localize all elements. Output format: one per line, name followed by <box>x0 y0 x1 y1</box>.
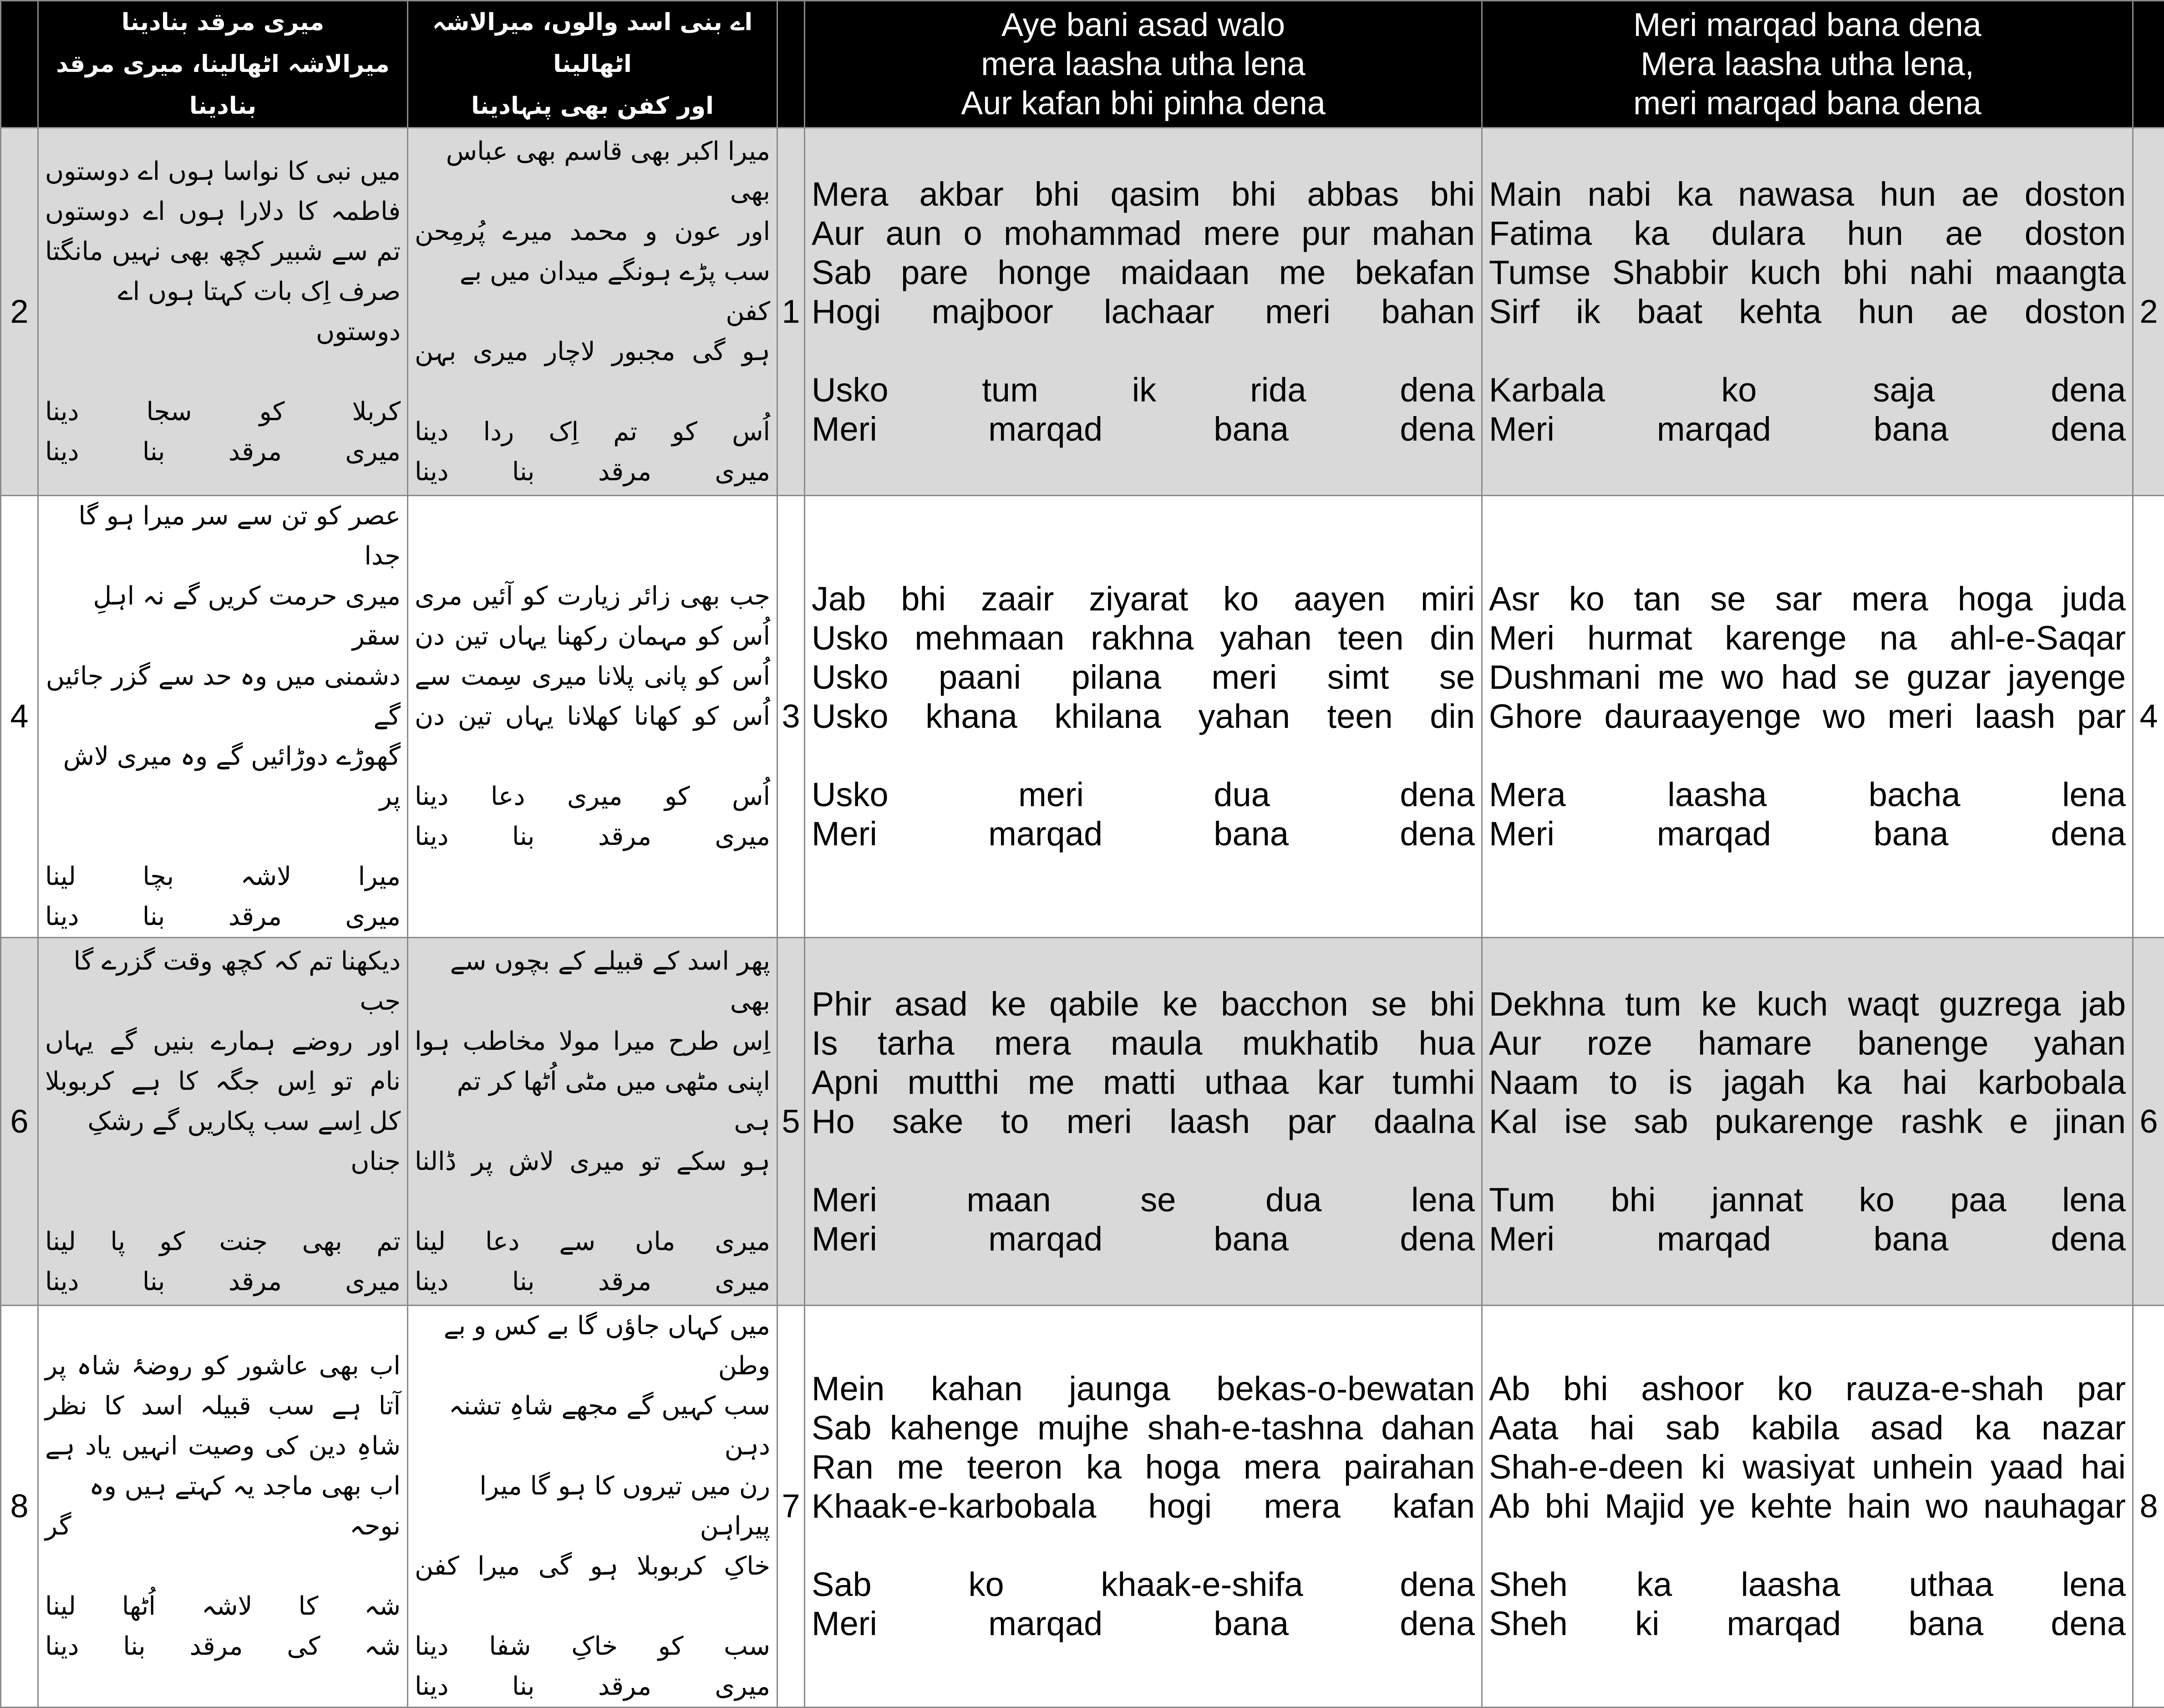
urdu-verse-first <box>408 496 777 938</box>
roman-verse-first <box>805 1306 1482 1708</box>
stanza-gap <box>45 352 401 392</box>
verse-line: Sab kahenge mujhe shah-e-tashna dahan <box>812 1408 1475 1448</box>
verse-line: Sirf ik baat kehta hun ae doston <box>1489 292 2126 331</box>
refrain-line: Meri marqad bana dena <box>1489 1220 2126 1259</box>
refrain-line: شہ کی مرقد بنا دینا <box>45 1627 401 1667</box>
refrain-line: Tum bhi jannat ko paa lena <box>1489 1180 2126 1220</box>
verse-line: صرف اِک بات کہتا ہوں اے دوستوں <box>45 272 401 352</box>
stanza-row <box>1 1306 2164 1708</box>
stanza-number-mid: 5 <box>777 938 805 1306</box>
refrain-line: اُس کو تم اِک ردا دینا <box>415 412 770 452</box>
verse-line: Sab pare honge maidaan me bekafan <box>812 253 1475 292</box>
refrain-line: Sheh ka laasha uthaa lena <box>1489 1565 2126 1604</box>
verse-line: Khaak-e-karbobala hogi mera kafan <box>812 1487 1475 1526</box>
verse-line: Jab bhi zaair ziyarat ko aayen miri <box>812 580 1475 619</box>
header-left-number-cell <box>1 1 38 128</box>
verse-line: Phir asad ke qabile ke bacchon se bhi <box>812 985 1475 1024</box>
refrain-line: Sab ko khaak-e-shifa dena <box>812 1565 1475 1604</box>
verse-line: اُس کو مہمان رکھنا یہاں تین دن <box>415 616 770 656</box>
verse-line: ہو سکے تو میری لاش پر ڈالنا <box>415 1142 770 1182</box>
verse-line: Dushmani me wo had se guzar jayenge <box>1489 658 2126 697</box>
stanza-number-right: 4 <box>2133 496 2164 938</box>
verse-line: Dekhna tum ke kuch waqt guzrega jab <box>1489 985 2126 1024</box>
verse-line: ہو گی مجبور لاچار میری بہن <box>415 332 770 372</box>
verse-line: عصر کو تن سے سر میرا ہو گا جدا <box>45 496 401 576</box>
verse-line: اب بھی عاشور کو روضۂ شاہ پر <box>45 1346 401 1386</box>
stanza-gap <box>415 1586 770 1627</box>
refrain-line: سب کو خاکِ شفا دینا <box>415 1627 770 1667</box>
verse-line: Apni mutthi me matti uthaa kar tumhi <box>812 1063 1475 1102</box>
verse-line: اِس طرح میرا مولا مخاطب ہوا <box>415 1022 770 1062</box>
verse-line: پھر اسد کے قبیلے کے بچوں سے بھی <box>415 941 770 1022</box>
urdu-verse-second <box>38 938 408 1306</box>
header-line: میری مرقد بنادینا <box>39 1 407 43</box>
stanza-number-right: 6 <box>2133 938 2164 1306</box>
stanza-gap <box>415 1182 770 1222</box>
verse-line: کل اِسے سب پکاریں گے رشکِ جناں <box>45 1102 401 1182</box>
urdu-verse-second <box>38 1306 408 1708</box>
refrain-line: Meri marqad bana dena <box>812 410 1475 449</box>
stanza-gap <box>1489 1141 2126 1180</box>
refrain-line: Usko meri dua dena <box>812 775 1475 814</box>
stanza-number-right: 2 <box>2133 128 2164 496</box>
verse-line: اپنی مٹھی میں مٹی اُٹھا کر تم ہی <box>415 1062 770 1142</box>
verse-line: خاکِ کربوبلا ہو گی میرا کفن <box>415 1546 770 1586</box>
header-line: میرالاشہ اٹھالینا، میری مرقد بنادینا <box>39 43 407 127</box>
stanza-body <box>1 128 2164 1708</box>
refrain-line: میری مرقد بنا دینا <box>415 452 770 492</box>
stanza-number-left: 2 <box>1 128 38 496</box>
verse-line: Usko mehmaan rakhna yahan teen din <box>812 619 1475 658</box>
header-urdu-refrain <box>38 1 408 128</box>
verse-line: Is tarha mera maula mukhatib hua <box>812 1024 1475 1063</box>
stanza-gap <box>1489 1526 2126 1565</box>
header-line: Aye bani asad walo <box>805 5 1481 45</box>
verse-line: فاطمہ کا دلارا ہوں اے دوستوں <box>45 192 401 232</box>
stanza-gap <box>812 1526 1475 1565</box>
verse-line: گھوڑے دوڑائیں گے وہ میری لاش پر <box>45 737 401 817</box>
stanza-gap <box>812 736 1475 775</box>
verse-line: Aata hai sab kabila asad ka nazar <box>1489 1408 2126 1448</box>
verse-line: Asr ko tan se sar mera hoga juda <box>1489 580 2126 619</box>
stanza-number-mid: 1 <box>777 128 805 496</box>
verse-line: دیکھنا تم کہ کچھ وقت گزرے گا جب <box>45 941 401 1022</box>
verse-line: Aur roze hamare banenge yahan <box>1489 1024 2126 1063</box>
refrain-line: شہ کا لاشہ اُٹھا لینا <box>45 1586 401 1627</box>
stanza-gap <box>1489 331 2126 371</box>
stanza-row <box>1 496 2164 938</box>
stanza-number-left: 6 <box>1 938 38 1306</box>
verse-line: جب بھی زائر زیارت کو آئیں مری <box>415 576 770 616</box>
roman-verse-first <box>805 128 1482 496</box>
header-line: Meri marqad bana dena <box>1483 5 2132 45</box>
stanza-number-left: 8 <box>1 1306 38 1708</box>
verse-line: Ab bhi Majid ye kehte hain wo nauhagar <box>1489 1487 2126 1526</box>
stanza-gap <box>812 331 1475 371</box>
refrain-line: میری مرقد بنا دینا <box>45 432 401 472</box>
urdu-verse-first <box>408 128 777 496</box>
verse-line: سب کہیں گے مجھے شاہِ تشنہ دہن <box>415 1386 770 1466</box>
stanza-row <box>1 938 2164 1306</box>
stanza-number-mid: 3 <box>777 496 805 938</box>
urdu-verse-first <box>408 1306 777 1708</box>
header-line: Aur kafan bhi pinha dena <box>805 84 1481 123</box>
refrain-line: Karbala ko saja dena <box>1489 371 2126 410</box>
verse-line: اور عون و محمد میرے پُرمِحن <box>415 212 770 252</box>
verse-line: اُس کو کھانا کھلانا یہاں تین دن <box>415 696 770 737</box>
refrain-line: Meri marqad bana dena <box>812 1220 1475 1259</box>
verse-line: Ran me teeron ka hoga mera pairahan <box>812 1448 1475 1487</box>
header-roman-refrain <box>1482 1 2133 128</box>
header-urdu-opening <box>408 1 777 128</box>
refrain-line: Meri marqad bana dena <box>812 814 1475 854</box>
urdu-verse-second <box>38 496 408 938</box>
verse-line: نام تو اِس جگہ کا ہے کربوبلا <box>45 1062 401 1102</box>
header-line: اور کفن بھی پنہادینا <box>408 85 777 127</box>
roman-verse-second <box>1482 1306 2133 1708</box>
verse-line: دشمنی میں وہ حد سے گزر جائیں گے <box>45 656 401 737</box>
header-mid-number-cell <box>777 1 805 128</box>
verse-line: سب پڑے ہونگے میدان میں بے کفن <box>415 252 770 332</box>
refrain-line: میری مرقد بنا دینا <box>45 897 401 937</box>
stanza-number-mid: 7 <box>777 1306 805 1708</box>
refrain-line: میرا لاشہ بچا لینا <box>45 857 401 897</box>
header-row <box>1 1 2164 128</box>
verse-line: اور روضے ہمارے بنیں گے یہاں <box>45 1022 401 1062</box>
urdu-verse-first <box>408 938 777 1306</box>
verse-line: Meri hurmat karenge na ahl-e-Saqar <box>1489 619 2126 658</box>
header-roman-opening <box>805 1 1482 128</box>
stanza-number-right: 8 <box>2133 1306 2164 1708</box>
refrain-line: Sheh ki marqad bana dena <box>1489 1604 2126 1643</box>
verse-line: Naam to is jagah ka hai karbobala <box>1489 1063 2126 1102</box>
header-line: mera laasha utha lena <box>805 45 1481 84</box>
refrain-line: Usko tum ik rida dena <box>812 371 1475 410</box>
verse-line: Mera akbar bhi qasim bhi abbas bhi <box>812 175 1475 214</box>
refrain-line: کربلا کو سجا دینا <box>45 392 401 432</box>
verse-line: شاہِ دین کی وصیت انہیں یاد ہے <box>45 1426 401 1466</box>
stanza-gap <box>45 817 401 857</box>
refrain-line: تم بھی جنت کو پا لینا <box>45 1222 401 1262</box>
verse-line: Shah-e-deen ki wasiyat unhein yaad hai <box>1489 1448 2126 1487</box>
verse-line: Ghore dauraayenge wo meri laash par <box>1489 697 2126 736</box>
roman-verse-first <box>805 496 1482 938</box>
roman-verse-second <box>1482 496 2133 938</box>
verse-line: Kal ise sab pukarenge rashk e jinan <box>1489 1102 2126 1141</box>
header-line: meri marqad bana dena <box>1483 84 2132 123</box>
refrain-line: اُس کو میری دعا دینا <box>415 777 770 817</box>
refrain-line: Meri marqad bana dena <box>812 1604 1475 1643</box>
roman-verse-second <box>1482 128 2133 496</box>
roman-verse-first <box>805 938 1482 1306</box>
verse-line: میرا اکبر بھی قاسم بھی عباس بھی <box>415 132 770 212</box>
verse-line: رن میں تیروں کا ہو گا میرا پیراہن <box>415 1466 770 1546</box>
refrain-line: Mera laasha bacha lena <box>1489 775 2126 814</box>
stanza-gap <box>45 1546 401 1586</box>
verse-line: تم سے شبیر کچھ بھی نہیں مانگتا <box>45 232 401 272</box>
refrain-line: Meri marqad bana dena <box>1489 814 2126 854</box>
stanza-gap <box>45 1182 401 1222</box>
verse-line: Mein kahan jaunga bekas-o-bewatan <box>812 1369 1475 1408</box>
verse-line: Ab bhi ashoor ko rauza-e-shah par <box>1489 1369 2126 1408</box>
verse-line: Fatima ka dulara hun ae doston <box>1489 214 2126 253</box>
refrain-line: میری مرقد بنا دینا <box>45 1262 401 1302</box>
refrain-line: Meri marqad bana dena <box>1489 410 2126 449</box>
verse-line: Tumse Shabbir kuch bhi nahi maangta <box>1489 253 2126 292</box>
header-line: Mera laasha utha lena, <box>1483 45 2132 84</box>
verse-line: آتا ہے سب قبیلہ اسد کا نظر <box>45 1386 401 1426</box>
stanza-gap <box>415 372 770 412</box>
refrain-line: میری مرقد بنا دینا <box>415 1667 770 1707</box>
refrain-line: میری مرقد بنا دینا <box>415 1262 770 1302</box>
verse-line: Main nabi ka nawasa hun ae doston <box>1489 175 2126 214</box>
roman-verse-second <box>1482 938 2133 1306</box>
refrain-line: میری مرقد بنا دینا <box>415 817 770 857</box>
verse-line: میری حرمت کریں گے نہ اہلِ سقر <box>45 576 401 656</box>
verse-line: Usko khana khilana yahan teen din <box>812 697 1475 736</box>
refrain-line: Meri maan se dua lena <box>812 1180 1475 1220</box>
stanza-gap <box>1489 736 2126 775</box>
verse-line: Usko paani pilana meri simt se <box>812 658 1475 697</box>
header-right-number-cell <box>2133 1 2164 128</box>
refrain-line: میری ماں سے دعا لینا <box>415 1222 770 1262</box>
verse-line: میں نبی کا نواسا ہوں اے دوستوں <box>45 152 401 192</box>
header-line: اے بنی اسد والوں، میرالاشہ اٹھالینا <box>408 1 777 85</box>
verse-line: Aur aun o mohammad mere pur mahan <box>812 214 1475 253</box>
verse-line: Hogi majboor lachaar meri bahan <box>812 292 1475 331</box>
urdu-verse-second <box>38 128 408 496</box>
stanza-gap <box>812 1141 1475 1180</box>
stanza-row <box>1 128 2164 496</box>
verse-line: اب بھی ماجد یہ کہتے ہیں وہ نوحہ گر <box>45 1466 401 1546</box>
verse-line: Ho sake to meri laash par daalna <box>812 1102 1475 1141</box>
verse-line: اُس کو پانی پلانا میری سِمت سے <box>415 656 770 696</box>
stanza-gap <box>415 737 770 777</box>
verse-line: میں کہاں جاؤں گا بے کس و بے وطن <box>415 1306 770 1386</box>
stanza-number-left: 4 <box>1 496 38 938</box>
